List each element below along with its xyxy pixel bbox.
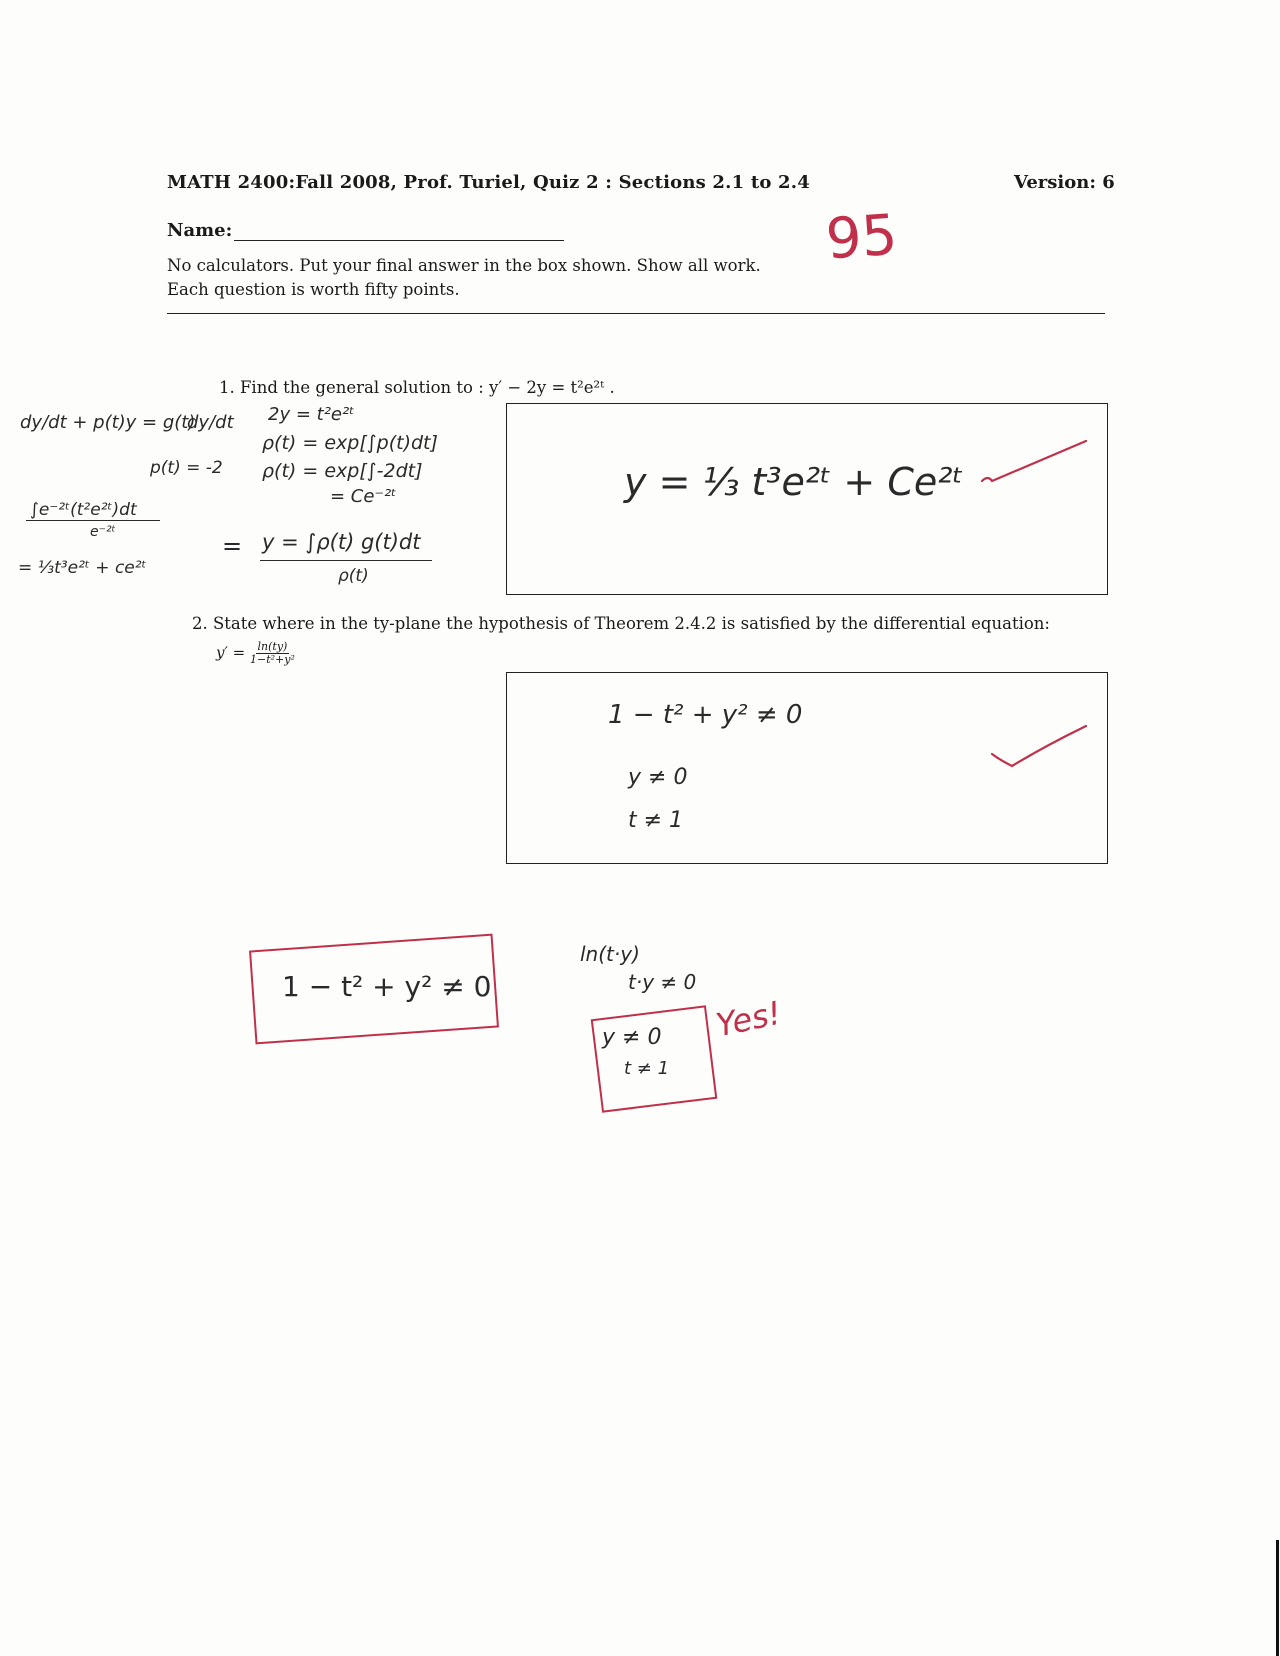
equation-fraction — [250, 641, 295, 666]
equation-denominator: 1−t²+y² — [250, 653, 295, 666]
equation-numerator: ln(ty) — [257, 640, 288, 653]
work-y-formula-denominator: ρ(t) — [338, 566, 369, 586]
work-y-formula-numerator: y = ∫ρ(t) g(t)dt — [262, 530, 421, 554]
grader-ln-label: ln(t·y) — [580, 942, 640, 966]
grade-score: 95 — [823, 202, 900, 273]
work-general-form: dy/dt + p(t)y = g(t) — [20, 412, 196, 433]
equation-lhs: y′ = — [216, 643, 246, 662]
question-1-prompt: 1. Find the general solution to : y′ − 2y = t²e²ᵗ . — [219, 378, 615, 397]
work-rho-result: = Ce⁻²ᵗ — [330, 486, 397, 507]
grader-remark: Yes! — [712, 993, 785, 1045]
work-integral-denominator: e⁻²ᵗ — [90, 524, 116, 540]
work-integral-numerator: ∫e⁻²ᵗ(t²e²ᵗ)dt — [30, 500, 137, 520]
header-divider — [167, 313, 1105, 314]
grader-boxed-y: y ≠ 0 — [602, 1025, 662, 1050]
question-2-answer-line-2: y ≠ 0 — [628, 765, 688, 790]
question-2-answer-line-3: t ≠ 1 — [628, 808, 684, 833]
question-2-equation — [216, 641, 295, 666]
work-integral-bar — [26, 520, 160, 521]
instructions-line-2: Each question is worth fifty points. — [167, 280, 460, 299]
question-2-prompt: 2. State where in the ty-plane the hypothesis of Theorem 2.4.2 is satisfied by the differential equation: — [192, 614, 1050, 633]
work-equals-1: = — [222, 532, 243, 560]
scan-edge-mark — [1276, 1540, 1279, 1656]
instructions-line-1: No calculators. Put your final answer in the box shown. Show all work. — [167, 256, 761, 275]
grader-ty-condition: t·y ≠ 0 — [628, 970, 697, 994]
name-label: Name: — [167, 220, 233, 241]
checkmark-icon — [990, 720, 1090, 770]
work-g-value: 2y = t²e²ᵗ — [268, 404, 355, 425]
work-p-value: p(t) = -2 — [150, 458, 223, 478]
work-rho-def: ρ(t) = exp[∫p(t)dt] — [262, 432, 438, 454]
grader-boxed-t: t ≠ 1 — [624, 1058, 670, 1079]
question-1-answer: y = ⅓ t³e²ᵗ + Ce²ᵗ — [624, 460, 964, 504]
checkmark-icon — [980, 435, 1090, 485]
work-dy-dt: dy/dt — [187, 412, 234, 433]
work-rho-sub: ρ(t) = exp[∫-2dt] — [262, 460, 423, 482]
work-y-formula-bar — [260, 560, 432, 561]
work-result: = ⅓t³e²ᵗ + ce²ᵗ — [18, 558, 147, 578]
name-field-line — [234, 240, 564, 241]
grader-boxed-condition: 1 − t² + y² ≠ 0 — [282, 970, 492, 1003]
question-2-answer-line-1: 1 − t² + y² ≠ 0 — [608, 700, 803, 730]
version-label: Version: 6 — [1014, 172, 1115, 193]
quiz-title: MATH 2400:Fall 2008, Prof. Turiel, Quiz 2 : Sections 2.1 to 2.4 — [167, 172, 810, 193]
